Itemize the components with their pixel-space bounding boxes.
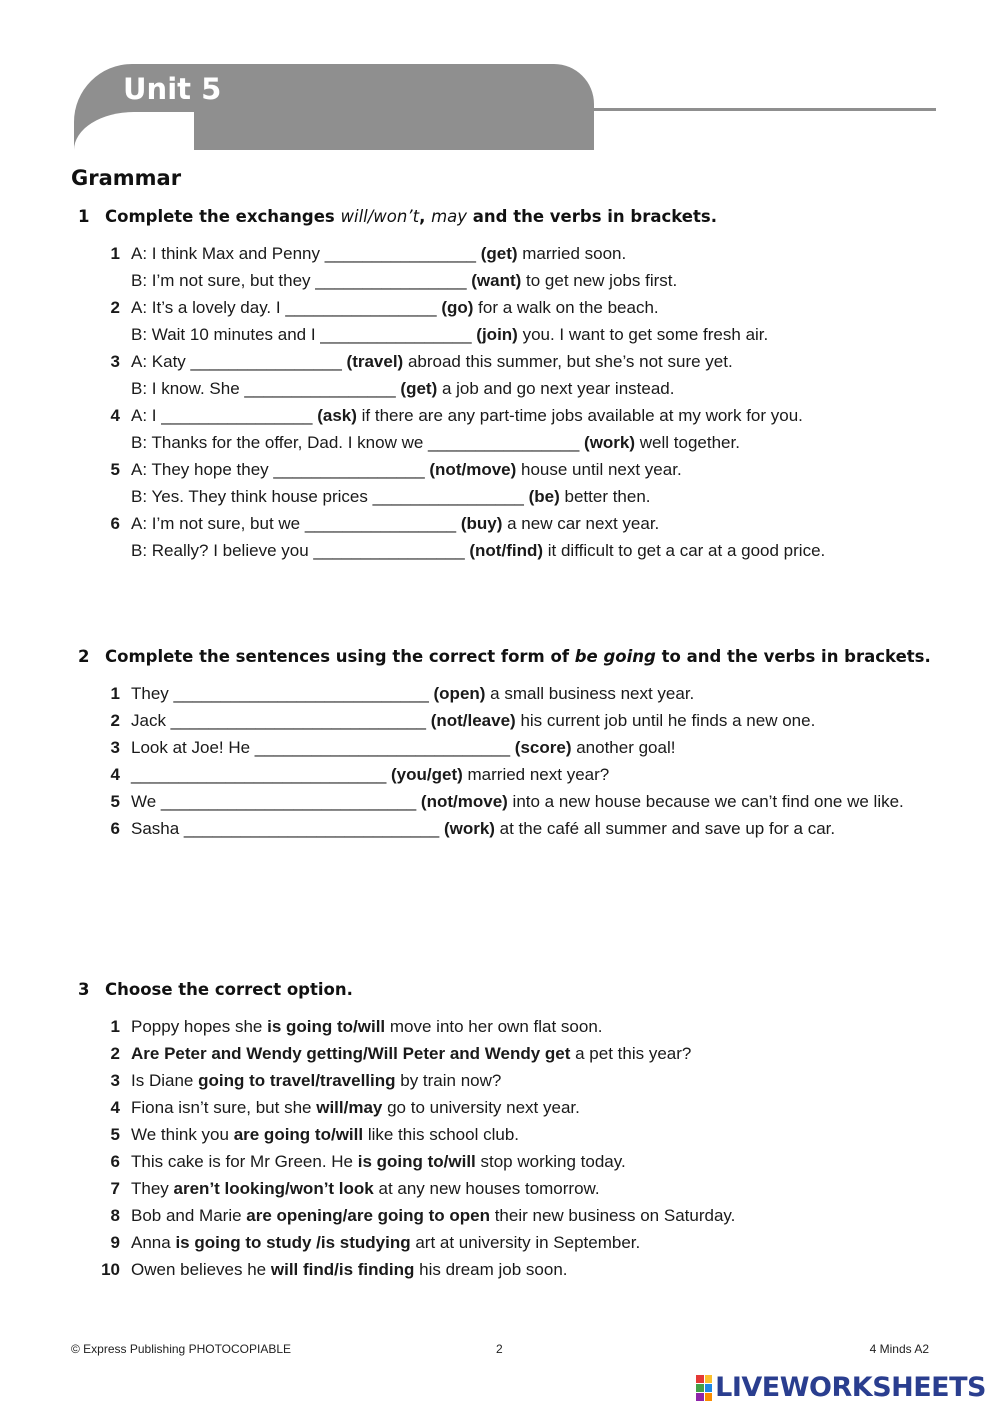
line-text: Is Diane (131, 1071, 199, 1090)
option-choice: are opening/are going to open (246, 1206, 490, 1225)
exercise-2 (0, 643, 1000, 842)
verb-cue: (join) (476, 325, 518, 344)
option-choice: Are Peter and Wendy getting/Will Peter and Wendy get (131, 1044, 571, 1063)
option-choice: are going to/will (233, 1125, 364, 1144)
line-text: A: It’s a lovely day. I ________________ (131, 298, 442, 317)
instruction-text: and the verbs in brackets. (467, 207, 717, 226)
liveworksheets-logo-icon (696, 1375, 712, 1401)
unit-title: Unit 5 (123, 72, 222, 106)
verb-cue: (not/move) (420, 792, 508, 811)
line-text: A: Katy ________________ (131, 352, 347, 371)
instruction-text: , (419, 207, 432, 226)
verb-cue: (buy) (460, 514, 503, 533)
item-number: 3 (110, 738, 120, 757)
exercise-2-items (0, 680, 1000, 842)
liveworksheets-brand[interactable] (696, 1372, 986, 1403)
option-item (0, 1202, 1000, 1229)
line-text: Look at Joe! He ___________________________ (131, 738, 515, 757)
exercise-3-items (0, 1013, 1000, 1283)
item-number: 1 (110, 684, 120, 703)
line-text: ___________________________ (131, 765, 391, 784)
line-text: house until next year. (516, 460, 682, 479)
line-text: Bob and Marie (131, 1206, 247, 1225)
option-item (0, 1067, 1000, 1094)
item-number: 5 (110, 460, 120, 479)
footer-book-title: 4 Minds A2 (869, 1342, 929, 1356)
line-text: They ___________________________ (131, 684, 434, 703)
sentence-item (0, 815, 1000, 842)
item-number: 2 (110, 298, 120, 317)
line-text: at the café all summer and save up for a car. (494, 819, 836, 838)
line-text: into a new house because we can’t find one we like. (507, 792, 904, 811)
line-text: a new car next year. (502, 514, 660, 533)
sentence-item (0, 707, 1000, 734)
exercise-3-instruction (0, 976, 1000, 1003)
option-choice: is going to study /is studying (175, 1233, 411, 1252)
option-choice: aren’t looking/won’t look (173, 1179, 374, 1198)
line-text: for a walk on the beach. (473, 298, 659, 317)
line-text: well together. (635, 433, 740, 452)
verb-cue: (you/get) (391, 765, 463, 784)
verb-cue: (ask) (317, 406, 357, 425)
option-choice: will find/is finding (270, 1260, 415, 1279)
option-item (0, 1175, 1000, 1202)
exercise-number: 2 (78, 647, 90, 666)
item-number: 2 (110, 711, 120, 730)
line-text: Poppy hopes she (131, 1017, 268, 1036)
option-item (0, 1256, 1000, 1283)
exchange-line-b (0, 429, 1000, 456)
exercise-2-instruction (0, 643, 1000, 670)
exchange-line-a (0, 456, 1000, 483)
line-text: married soon. (517, 244, 627, 263)
instruction-italic: may (431, 207, 468, 226)
line-text: B: Really? I believe you ________________ (131, 541, 470, 560)
verb-cue: (not/move) (429, 460, 517, 479)
line-text: move into her own flat soon. (385, 1017, 603, 1036)
line-text: abroad this summer, but she’s not sure yet. (403, 352, 733, 371)
line-text: B: Wait 10 minutes and I ________________ (131, 325, 477, 344)
option-choice: is going to/will (357, 1152, 476, 1171)
option-choice: is going to/will (267, 1017, 386, 1036)
verb-cue: (score) (514, 738, 572, 757)
line-text: B: I’m not sure, but they ________________ (131, 271, 472, 290)
option-item (0, 1148, 1000, 1175)
verb-cue: (not/find) (469, 541, 544, 560)
verb-cue: (work) (443, 819, 495, 838)
exchange-line-a (0, 402, 1000, 429)
exchange-line-b (0, 537, 1000, 564)
instruction-italic: will/won’t (340, 207, 420, 226)
instruction-text: Complete the sentences using the correct form of (105, 647, 575, 666)
option-choice: going to travel/travelling (198, 1071, 396, 1090)
sentence-item (0, 761, 1000, 788)
option-item (0, 1229, 1000, 1256)
verb-cue: (be) (528, 487, 560, 506)
line-text: another goal! (571, 738, 676, 757)
line-text: married next year? (462, 765, 610, 784)
verb-cue: (get) (480, 244, 518, 263)
line-text: their new business on Saturday. (489, 1206, 736, 1225)
line-text: his current job until he finds a new one. (515, 711, 816, 730)
verb-cue: (want) (471, 271, 522, 290)
line-text: go to university next year. (382, 1098, 580, 1117)
line-text: They (131, 1179, 174, 1198)
line-text: A: I think Max and Penny ________________ (131, 244, 481, 263)
brand-name: LIVEWORKSHEETS (715, 1372, 986, 1403)
item-number: 1 (110, 244, 120, 263)
option-item (0, 1121, 1000, 1148)
item-number: 4 (110, 765, 120, 784)
line-text: if there are any part-time jobs available at my work for you. (356, 406, 803, 425)
line-text: Jack ___________________________ (131, 711, 431, 730)
item-number: 9 (110, 1233, 120, 1252)
instruction-text: Choose the correct option. (105, 980, 353, 999)
verb-cue: (go) (441, 298, 474, 317)
line-text: art at university in September. (410, 1233, 641, 1252)
line-text: A: They hope they ________________ (131, 460, 430, 479)
line-text: like this school club. (363, 1125, 519, 1144)
sentence-item (0, 788, 1000, 815)
line-text: Owen believes he (131, 1260, 271, 1279)
option-item (0, 1040, 1000, 1067)
item-number: 10 (101, 1260, 120, 1279)
line-text: This cake is for Mr Green. He (131, 1152, 358, 1171)
line-text: Anna (131, 1233, 176, 1252)
line-text: by train now? (395, 1071, 502, 1090)
section-heading: Grammar (71, 166, 182, 190)
verb-cue: (open) (433, 684, 486, 703)
line-text: We think you (131, 1125, 234, 1144)
exchange-line-b (0, 483, 1000, 510)
item-number: 3 (110, 1071, 120, 1090)
line-text: Fiona isn’t sure, but she (131, 1098, 317, 1117)
item-number: 4 (110, 406, 120, 425)
line-text: better then. (559, 487, 651, 506)
header-divider (590, 108, 936, 111)
item-number: 1 (110, 1017, 120, 1036)
footer-page-number: 2 (496, 1342, 503, 1356)
verb-cue: (work) (584, 433, 636, 452)
line-text: A: I ________________ (131, 406, 318, 425)
instruction-italic: be going (574, 647, 656, 666)
option-item (0, 1013, 1000, 1040)
line-text: to get new jobs first. (521, 271, 678, 290)
line-text: A: I’m not sure, but we ________________ (131, 514, 461, 533)
exercise-1-instruction (0, 203, 1000, 230)
line-text: B: Yes. They think house prices ________________ (131, 487, 529, 506)
line-text: it difficult to get a car at a good price. (543, 541, 826, 560)
verb-cue: (not/leave) (430, 711, 516, 730)
exercise-number: 3 (78, 980, 90, 999)
exercise-number: 1 (78, 207, 90, 226)
item-number: 6 (110, 1152, 120, 1171)
item-number: 5 (110, 1125, 120, 1144)
line-text: you. I want to get some fresh air. (517, 325, 769, 344)
line-text: Sasha ___________________________ (131, 819, 444, 838)
instruction-text: to and the verbs in brackets. (655, 647, 931, 666)
exchange-line-a (0, 240, 1000, 267)
exercise-3 (0, 976, 1000, 1283)
exchange-line-a (0, 348, 1000, 375)
line-text: a job and go next year instead. (437, 379, 675, 398)
line-text: his dream job soon. (414, 1260, 568, 1279)
item-number: 2 (110, 1044, 120, 1063)
item-number: 6 (110, 514, 120, 533)
line-text: a small business next year. (485, 684, 695, 703)
item-number: 7 (110, 1179, 120, 1198)
option-choice: will/may (316, 1098, 383, 1117)
sentence-item (0, 734, 1000, 761)
item-number: 4 (110, 1098, 120, 1117)
exchange-line-a (0, 510, 1000, 537)
item-number: 5 (110, 792, 120, 811)
exchange-line-b (0, 267, 1000, 294)
line-text: We ___________________________ (131, 792, 421, 811)
line-text: B: Thanks for the offer, Dad. I know we ________________ (131, 433, 585, 452)
line-text: B: I know. She ________________ (131, 379, 401, 398)
sentence-item (0, 680, 1000, 707)
footer-copyright: © Express Publishing PHOTOCOPIABLE (71, 1342, 292, 1356)
verb-cue: (travel) (346, 352, 404, 371)
line-text: a pet this year? (570, 1044, 692, 1063)
item-number: 6 (110, 819, 120, 838)
item-number: 3 (110, 352, 120, 371)
line-text: stop working today. (475, 1152, 626, 1171)
instruction-text: Complete the exchanges (105, 207, 341, 226)
line-text: at any new houses tomorrow. (373, 1179, 600, 1198)
exchange-line-b (0, 375, 1000, 402)
exercise-1-items (0, 240, 1000, 564)
exchange-line-a (0, 294, 1000, 321)
exercise-1 (0, 203, 1000, 564)
item-number: 8 (110, 1206, 120, 1225)
exchange-line-b (0, 321, 1000, 348)
option-item (0, 1094, 1000, 1121)
verb-cue: (get) (400, 379, 438, 398)
